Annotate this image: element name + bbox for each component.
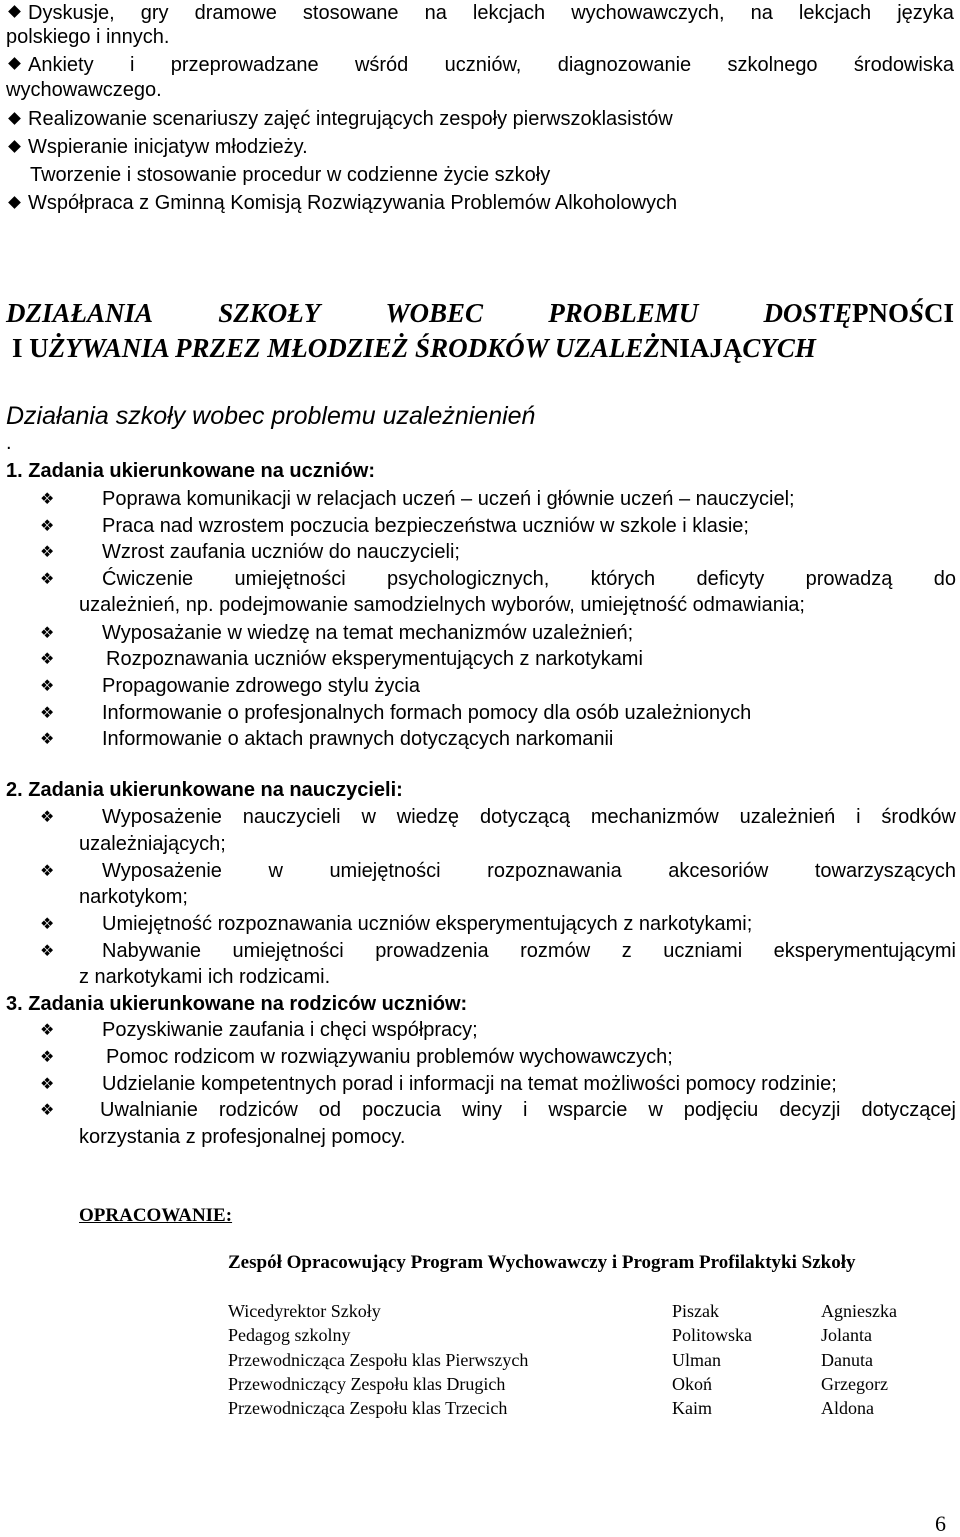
diamond-bullet-icon <box>8 196 21 209</box>
team-surname: Ulman <box>672 1350 721 1370</box>
diamond-star-bullet-icon: ❖ <box>40 649 55 668</box>
word: diagnozowanie <box>557 54 692 76</box>
subheading: Działania szkoły wobec problemu uzależnienień <box>6 402 536 430</box>
section-2-number: 2. <box>6 779 23 801</box>
section-1-number: 1. <box>6 460 23 482</box>
section-1-item: Wzrost zaufania uczniów do nauczycieli; <box>102 541 460 563</box>
section-2-title-text: Zadania ukierunkowane na nauczycieli: <box>28 779 403 801</box>
team-role: Przewodnicząca Zespołu klas Trzecich <box>228 1398 508 1418</box>
section-2-item-cont: uzależniających; <box>79 833 226 855</box>
word: towarzyszących <box>814 860 956 882</box>
word: w <box>268 860 283 882</box>
word: i <box>856 806 861 828</box>
diamond-star-bullet-icon: ❖ <box>40 1100 55 1119</box>
heading-part: PNO <box>851 298 909 328</box>
intro-item-2 <box>6 52 954 78</box>
heading-word: WOBEC <box>385 298 483 328</box>
section-2-item <box>102 938 956 964</box>
word: rozpoznawania <box>487 860 622 882</box>
team-surname: Kaim <box>672 1398 712 1418</box>
word: których <box>590 568 656 590</box>
word: Ankiety <box>28 54 94 76</box>
word: środowiska <box>853 54 954 76</box>
word: i <box>129 54 135 76</box>
word: wsparcie <box>548 1099 628 1121</box>
heading-part: NIAJĄ <box>659 333 743 363</box>
intro-item-6 <box>6 190 677 216</box>
diamond-bullet-icon <box>8 140 21 153</box>
word: wychowawczych, <box>571 2 725 24</box>
page-number: 6 <box>935 1511 946 1536</box>
section-2-title <box>6 777 403 803</box>
section-2-item: Umiejętność rozpoznawania uczniów eksperymentujących z narkotykami; <box>102 913 753 935</box>
word: prowadzą <box>805 568 893 590</box>
word: decyzji <box>779 1099 841 1121</box>
word: w <box>361 806 376 828</box>
word: podjęciu <box>683 1099 759 1121</box>
word: gry <box>140 2 169 24</box>
heading-part: Ż <box>391 333 409 363</box>
diamond-star-bullet-icon: ❖ <box>40 542 55 561</box>
diamond-star-bullet-icon: ❖ <box>40 676 55 695</box>
team-name: Danuta <box>821 1350 873 1370</box>
intro-item-4 <box>6 134 308 160</box>
word: lekcjach <box>798 2 872 24</box>
intro-item-2-cont: wychowawczego. <box>6 79 162 101</box>
word: akcesoriów <box>668 860 769 882</box>
team-surname: Politowska <box>672 1325 753 1345</box>
word: uczniów, <box>444 54 522 76</box>
intro-item-6-text: Współpraca z Gminną Komisją Rozwiązywania Problemów Alkoholowych <box>28 192 678 214</box>
section-3-title <box>6 991 467 1017</box>
word: z <box>621 940 632 962</box>
word: dramowe <box>194 2 277 24</box>
diamond-star-bullet-icon: ❖ <box>40 703 55 722</box>
word: lekcjach <box>472 2 546 24</box>
word: nauczycieli <box>242 806 341 828</box>
opracowanie-label: OPRACOWANIE: <box>79 1205 233 1226</box>
main-heading-line-2 <box>12 333 960 364</box>
word: przeprowadzane <box>170 54 319 76</box>
word: dotyczącej <box>861 1099 956 1121</box>
team-name: Aldona <box>821 1398 874 1418</box>
word: w <box>648 1099 663 1121</box>
word: umiejętności <box>232 940 344 962</box>
intro-item-2-text <box>28 52 954 78</box>
intro-item-1 <box>6 0 954 26</box>
section-3-item: Pozyskiwanie zaufania i chęci współpracy; <box>102 1019 478 1041</box>
word: Wyposażenie <box>102 860 222 882</box>
word: prowadzenia <box>375 940 489 962</box>
intro-item-1-text <box>28 0 954 26</box>
team-role: Przewodniczący Zespołu klas Drugich <box>228 1374 506 1394</box>
diamond-star-bullet-icon: ❖ <box>40 489 55 508</box>
word: dotyczącą <box>479 806 570 828</box>
section-1-item: Praca nad wzrostem poczucia bezpieczeństwa uczniów w szkole i klasie; <box>102 515 749 537</box>
diamond-star-bullet-icon: ❖ <box>40 569 55 588</box>
word: psychologicznych, <box>387 568 550 590</box>
section-3-title-text: Zadania ukierunkowane na rodziców uczniów: <box>28 993 468 1015</box>
word: środków <box>881 806 956 828</box>
section-1-item-cont: uzależnień, np. podejmowanie samodzielnych wyborów, umiejętność odmawiania; <box>79 594 805 616</box>
diamond-star-bullet-icon: ❖ <box>40 941 55 960</box>
heading-part: DOSTĘ <box>763 298 852 328</box>
section-1-item: Rozpoznawania uczniów eksperymentujących z narkotykami <box>106 648 643 670</box>
word: od <box>318 1099 342 1121</box>
word: Ćwiczenie <box>102 568 194 590</box>
heading-part: CYCH <box>742 333 816 363</box>
section-1-title-text: Zadania ukierunkowane na uczniów: <box>28 460 375 482</box>
team-surname: Piszak <box>672 1301 719 1321</box>
heading-part: CI <box>923 298 954 328</box>
intro-item-3-text: Realizowanie scenariuszy zajęć integrujących zespoły pierwszoklasistów <box>28 108 673 130</box>
heading-word <box>763 298 954 329</box>
word: mechanizmów <box>590 806 719 828</box>
heading-part: I U <box>12 333 49 363</box>
section-3-item: Udzielanie kompetentnych porad i informacji na temat możliwości pomocy rodzinie; <box>102 1073 837 1095</box>
diamond-star-bullet-icon: ❖ <box>40 516 55 535</box>
word: na <box>424 2 447 24</box>
word: szkolnego <box>727 54 818 76</box>
diamond-star-bullet-icon: ❖ <box>40 861 55 880</box>
diamond-star-bullet-icon: ❖ <box>40 623 55 642</box>
word: Wyposażenie <box>102 806 222 828</box>
heading-word: DZIAŁANIA <box>6 298 154 328</box>
word: wiedzę <box>396 806 460 828</box>
word: Uwalnianie <box>100 1099 198 1121</box>
team-title: Zespół Opracowujący Program Wychowawczy i Program Profilaktyki Szkoły <box>228 1252 856 1273</box>
word: rozmów <box>520 940 591 962</box>
diamond-star-bullet-icon: ❖ <box>40 914 55 933</box>
intro-item-3 <box>6 106 673 132</box>
section-1-item: Wyposażanie w wiedzę na temat mechanizmów uzależnień; <box>102 622 634 644</box>
diamond-bullet-icon <box>8 5 21 18</box>
team-name: Jolanta <box>821 1325 872 1345</box>
diamond-star-bullet-icon: ❖ <box>40 1074 55 1093</box>
diamond-star-bullet-icon: ❖ <box>40 1047 55 1066</box>
main-heading-line-1 <box>6 298 954 329</box>
section-2-item-cont: z narkotykami ich rodzicami. <box>79 966 331 988</box>
team-name: Grzegorz <box>821 1374 888 1394</box>
section-1-item: Propagowanie zdrowego stylu życia <box>102 675 420 697</box>
diamond-star-bullet-icon: ❖ <box>40 729 55 748</box>
section-1-title <box>6 458 375 484</box>
team-role: Pedagog szkolny <box>228 1325 351 1345</box>
word: uzależnień <box>739 806 836 828</box>
team-role: Wicedyrektor Szkoły <box>228 1301 381 1321</box>
section-3-item-cont: korzystania z profesjonalnej pomocy. <box>79 1126 406 1148</box>
team-role: Przewodnicząca Zespołu klas Pierwszych <box>228 1350 529 1370</box>
word: do <box>933 568 956 590</box>
section-1-item: Poprawa komunikacji w relacjach uczeń – uczeń i głównie uczeń – nauczyciel; <box>102 488 795 510</box>
word: deficyty <box>696 568 765 590</box>
intro-item-1-cont: polskiego i innych. <box>6 26 170 48</box>
team-name: Agnieszka <box>821 1301 897 1321</box>
word: i <box>522 1099 528 1121</box>
word: języka <box>897 2 954 24</box>
diamond-bullet-icon <box>8 57 21 70</box>
heading-part: YWANIA PRZEZ MŁODZIE <box>65 333 392 363</box>
word: stosowane <box>302 2 399 24</box>
diamond-star-bullet-icon: ❖ <box>40 807 55 826</box>
word: uczniami <box>663 940 743 962</box>
section-2-item <box>102 804 956 830</box>
section-1-item: Informowanie o aktach prawnych dotyczących narkomanii <box>102 728 614 750</box>
word: Nabywanie <box>102 940 201 962</box>
team-surname: Okoń <box>672 1374 712 1394</box>
stray-dot: . <box>6 432 12 454</box>
heading-part: RODKÓW UZALE <box>430 333 644 363</box>
heading-part: Ś <box>908 298 924 328</box>
word: Dyskusje, <box>28 2 115 24</box>
heading-word: PROBLEMU <box>548 298 699 328</box>
diamond-star-bullet-icon: ❖ <box>40 1020 55 1039</box>
word: na <box>750 2 773 24</box>
word: rodziców <box>218 1099 298 1121</box>
intro-item-5: Tworzenie i stosowanie procedur w codzienne życie szkoły <box>30 164 551 186</box>
section-1-item <box>102 566 956 592</box>
section-2-item <box>102 858 956 884</box>
word: umiejętności <box>329 860 441 882</box>
heading-part: Ż <box>48 333 66 363</box>
section-1-item: Informowanie o profesjonalnych formach pomocy dla osób uzależnionych <box>102 702 752 724</box>
section-3-item <box>100 1097 956 1123</box>
intro-item-4-text: Wspieranie inicjatyw młodzieży. <box>28 136 308 158</box>
heading-part: Ś <box>415 333 431 363</box>
section-2-item-cont: narkotykom; <box>79 886 188 908</box>
word: poczucia <box>362 1099 441 1121</box>
word: umiejętności <box>234 568 346 590</box>
diamond-bullet-icon <box>8 112 21 125</box>
word: wśród <box>354 54 409 76</box>
heading-part: Ż <box>643 333 660 363</box>
heading-word: SZKOŁY <box>218 298 321 328</box>
section-3-item: Pomoc rodzicom w rozwiązywaniu problemów wychowawczych; <box>106 1046 673 1068</box>
section-3-number: 3. <box>6 993 23 1015</box>
word: eksperymentującymi <box>773 940 956 962</box>
word: winy <box>461 1099 502 1121</box>
